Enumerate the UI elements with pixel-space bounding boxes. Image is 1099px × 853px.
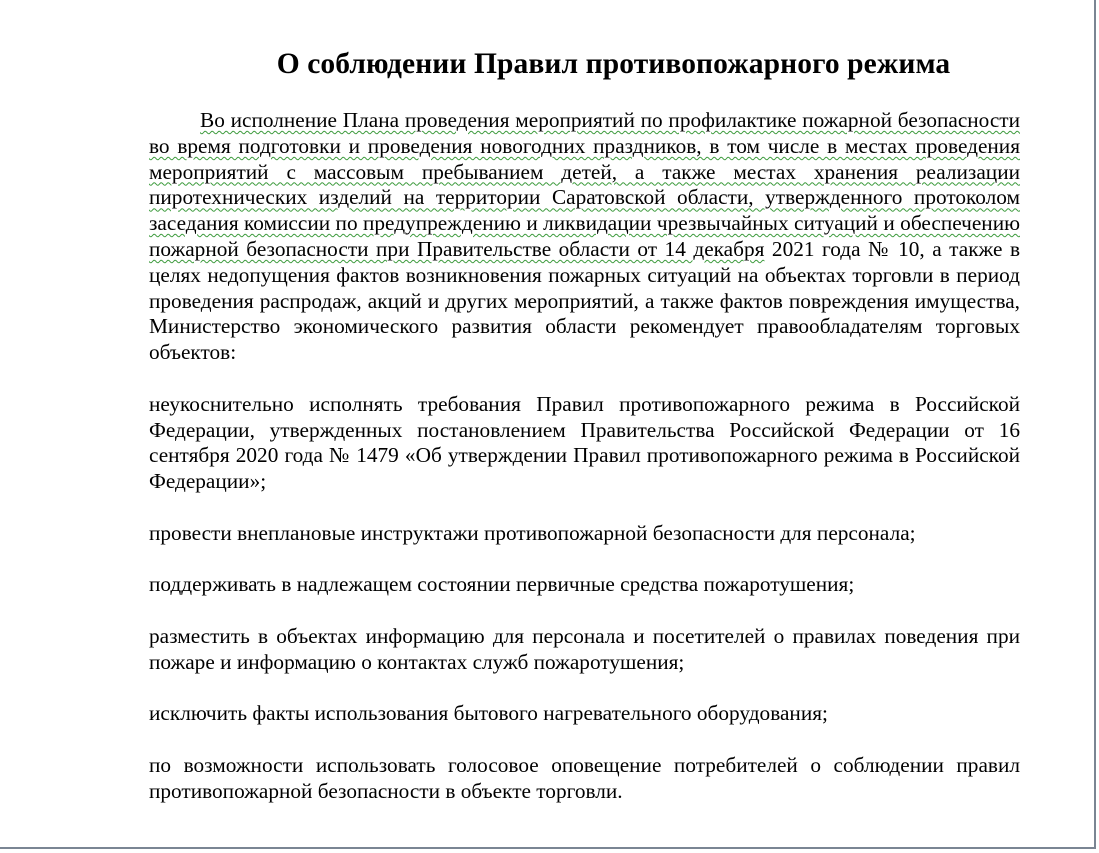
intro-paragraph <box>149 108 1020 366</box>
recommendation-item: провести внеплановые инструктажи противопожарной безопасности для персонала; <box>149 520 916 545</box>
recommendation-item: поддерживать в надлежащем состоянии первичные средства пожаротушения; <box>149 572 855 597</box>
recommendation-item: неукоснительно исполнять требования Правил противопожарного режима в Российской Федерации, утвержденных постановлением Правительства Российской Федерации от 16 сентября 2020 года № 1479 «Об утверждении Правил противопожарного режима в Российской Федерации»; <box>149 391 1020 494</box>
recommendation-item: исключить факты использования бытового нагревательного оборудования; <box>149 701 828 726</box>
document-title: О соблюдении Правил противопожарного режима <box>276 48 951 80</box>
recommendation-item: разместить в объектах информацию для персонала и посетителей о правилах поведения при пожаре и информацию о контактах служб пожаротушения; <box>149 623 1020 674</box>
recommendation-item: по возможности использовать голосовое оповещение потребителей о соблюдении правил противопожарной безопасности в объекте торговли. <box>149 752 1020 803</box>
grammar-flagged-text: Во исполнение Плана проведения мероприятий по профилактике пожарной безопасности во время подготовки и проведения новогодних праздников, в том числе в местах проведения мероприятий с массовым пребыванием детей, а также местах хранения реализации пиротехнических изделий на территории Саратовской области, утвержденного протоколом заседания комиссии по предупреждению и ликвидации чрезвычайных ситуаций и обеспечению пожарной безопасности при Правительстве области от 14 декабря <box>149 108 1020 261</box>
intro-paragraph-rest: 2021 года № 10, а также в целях недопущения фактов возникновения пожарных ситуаций на объектах торговли в период проведения распродаж, акций и других мероприятий, а также фактов повреждения имущества, Министерство экономического развития области рекомендует правообладателям торговых объектов: <box>149 236 1021 365</box>
document-body <box>149 44 1020 805</box>
